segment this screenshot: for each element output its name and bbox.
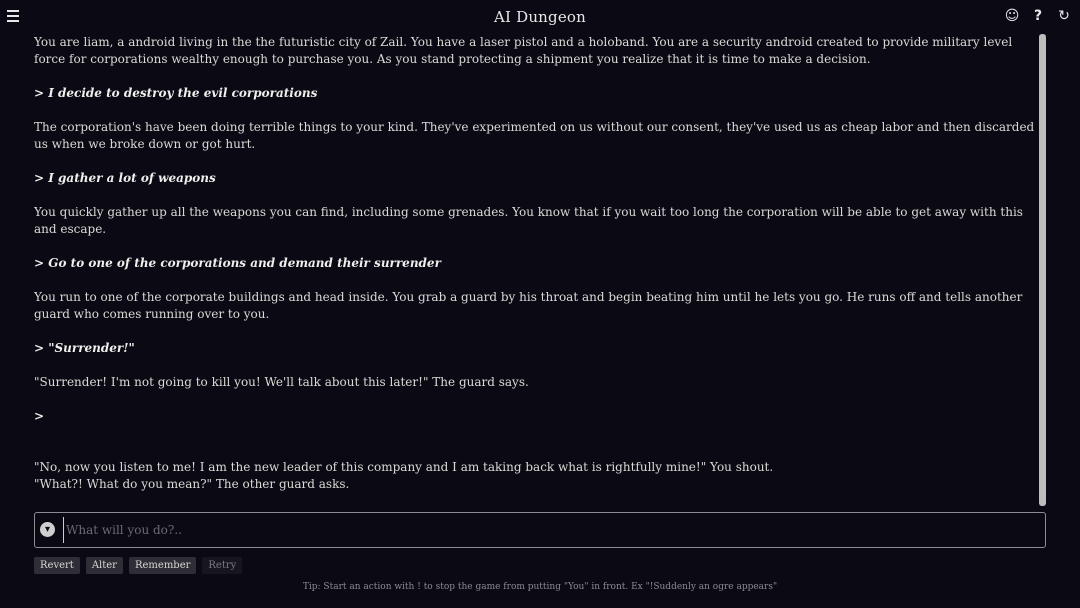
top-bar — [0, 0, 1080, 33]
scroll-thumb[interactable] — [1039, 34, 1046, 506]
story-paragraph: "What?! What do you mean?" The other guard asks. — [34, 477, 350, 491]
remember-button[interactable]: Remember — [129, 557, 196, 574]
story-scrollbar[interactable] — [1039, 34, 1046, 506]
story-action: > I gather a lot of weapons — [34, 171, 216, 185]
action-input[interactable] — [63, 517, 1038, 543]
story-action: > I decide to destroy the evil corporations — [34, 86, 318, 100]
restart-icon[interactable]: ↻ — [1058, 8, 1070, 24]
story-paragraph: You quickly gather up all the weapons you can find, including some grenades. You know that if you wait too long the corporation will be able to get away with this and escape. — [34, 205, 1023, 236]
alter-button[interactable]: Alter — [86, 557, 123, 574]
story-action: > Go to one of the corporations and demand their surrender — [34, 256, 441, 270]
app-title: AI Dungeon — [493, 8, 587, 26]
smiley-icon[interactable]: ☺ — [1004, 8, 1020, 24]
revert-button[interactable]: Revert — [34, 557, 80, 574]
story-paragraph: You run to one of the corporate buildings and head inside. You grab a guard by his throat and begin beating him until he lets you go. He runs off and tells another guard who comes running over to you. — [34, 290, 1023, 321]
story-action: > — [34, 409, 45, 423]
help-icon[interactable]: ? — [1033, 8, 1043, 24]
retry-button[interactable]: Retry — [202, 557, 242, 574]
story-log — [34, 34, 1036, 504]
story-action: > "Surrender!" — [34, 341, 135, 355]
story-paragraph: "Surrender! I'm not going to kill you! We'll talk about this later!" The guard says. — [34, 375, 529, 389]
action-input-box — [34, 512, 1046, 548]
story-paragraph: You are liam, a android living in the the futuristic city of Zail. You have a laser pistol and a holoband. You are a security android created to provide military level force for corporations wealthy enough to purchase you. As you stand protecting a shipment you realize that it is time to make a decision. — [34, 35, 1013, 66]
story-paragraph: The corporation's have been doing terrible things to your kind. They've experimented on us without our consent, they've used us as cheap labor and then discarded us when we broke down or got hurt. — [34, 120, 1035, 151]
tip-text: Tip: Start an action with ! to stop the game from putting "You" in front. Ex "!Suddenly an ogre appears" — [302, 582, 778, 592]
story-paragraph — [34, 442, 1036, 459]
action-buttons — [34, 557, 242, 574]
top-actions — [1004, 8, 1072, 24]
story-paragraph: "No, now you listen to me! I am the new leader of this company and I am taking back what is rightfully mine!" You shout. — [34, 460, 774, 474]
chevron-down-icon[interactable]: ▾ — [40, 522, 55, 537]
